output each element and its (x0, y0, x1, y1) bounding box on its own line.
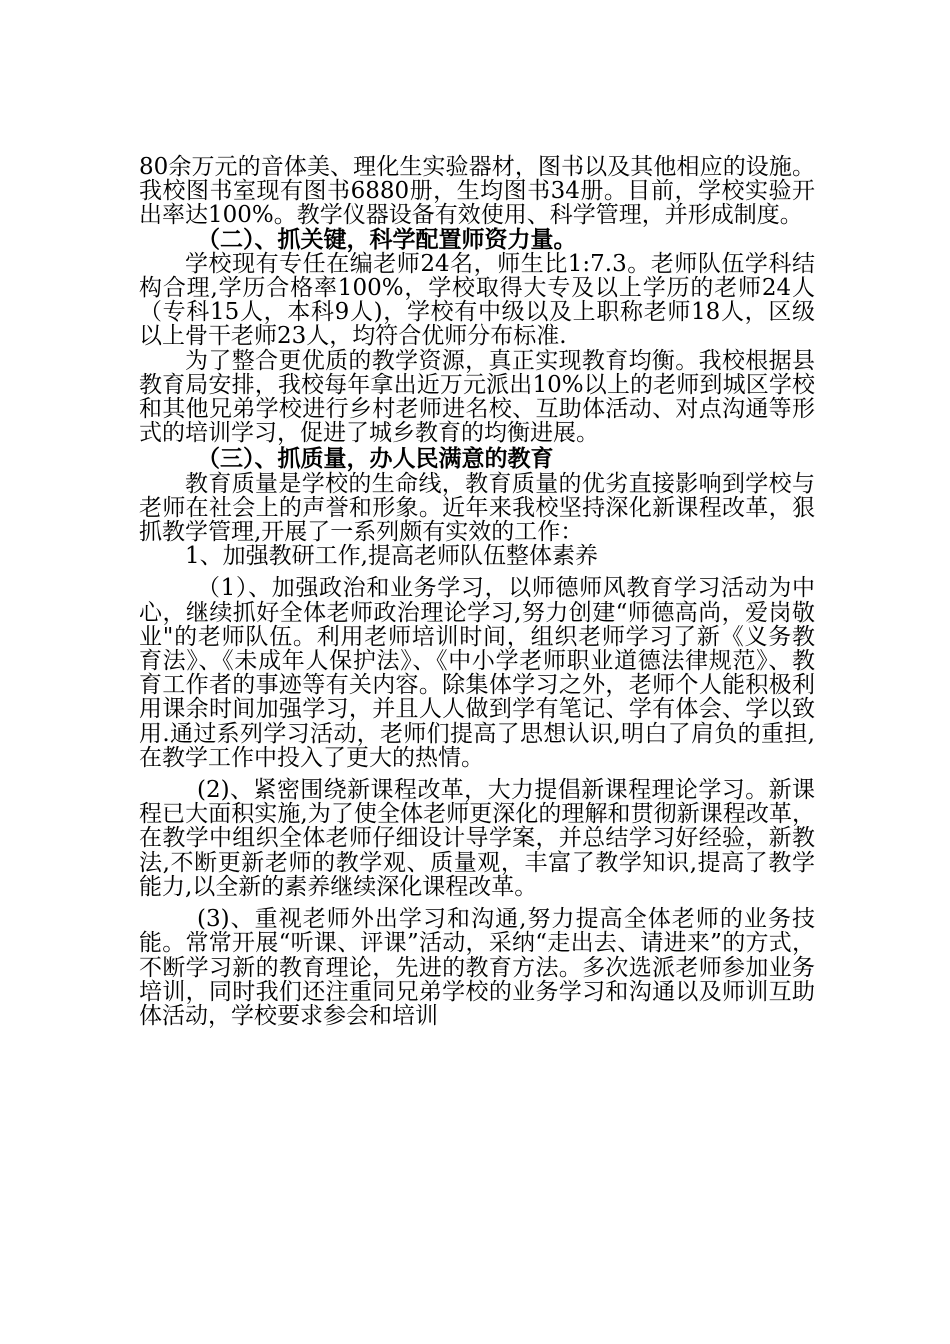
paragraph-item-2: (2)、紧密围绕新课程改革，大力提倡新课程理论学习。新课程已大面积实施,为了使全体老师更深化的理解和贯彻新课程改革，在教学中组织全体老师仔细设计导学案，并总结学习好经验，新教法,不断更新老师的教学观、质量观，丰富了教学知识,提高了教学能力,以全新的素养继续深化课程改革。 (139, 777, 815, 900)
paragraph-quality: 教育质量是学校的生命线，教育质量的优劣直接影响到学校与老师在社会上的声誉和形象。近年来我校坚持深化新课程改革，狠抓教学管理,开展了一系列颇有实效的工作： (139, 470, 815, 546)
paragraph-balance: 为了整合更优质的教学资源，真正实现教育均衡。我校根据县教育局安排，我校每年拿出近万元派出10%以上的老师到城区学校和其他兄弟学校进行乡村老师进名校、互助体活动、对点沟通等形式的培训学习，促进了城乡教育的均衡进展。 (139, 347, 815, 447)
section-heading-2: （二）、抓关键，科学配置师资力量。 (197, 225, 577, 253)
section-heading-3: （三）、抓质量，办人民满意的教育 (197, 445, 554, 473)
paragraph-item-3: (3)、重视老师外出学习和沟通,努力提高全体老师的业务技能。常常开展“听课、评课”活动，采纳“走出去、请进来”的方式，不断学习新的教育理论，先进的教育方法。多次选派老师参加业务培训，同时我们还注重同兄弟学校的业务学习和沟通以及师训互助体活动，学校要求参会和培训 (139, 906, 815, 1029)
paragraph-teachers: 学校现有专任在编老师24名，师生比1:7.3。老师队伍学科结构合理,学历合格率100%，学校取得大专及以上学历的老师24人（专科15人，本科9人)，学校有中级以及上职称老师18人，区级以上骨干老师23人，均符合优师分布标准. (139, 250, 815, 350)
paragraph-item-1: （1）、加强政治和业务学习，以师德师风教育学习活动为中心，继续抓好全体老师政治理论学习,努力创建“师德高尚，爱岗敬业"的老师队伍。利用老师培训时间，组织老师学习了新《义务教育法》、《未成年人保护法》、《中小学老师职业道德法律规范》、教育工作者的事迹等有关内容。除集体学习之外，老师个人能积极利用课余时间加强学习，并且人人做到学有笔记、学有体会、学以致用.通过系列学习活动，老师们提高了思想认识,明白了肩负的重担,在教学工作中投入了更大的热情。 (139, 575, 815, 771)
document-page (139, 155, 815, 1028)
list-item-1: 1、加强教研工作,提高老师队伍整体素养 (185, 543, 598, 570)
paragraph-facilities: 80余万元的音体美、理化生实验器材，图书以及其他相应的设施。我校图书室现有图书6880册，生均图书34册。目前，学校实验开出率达100%。教学仪器设备有效使用、科学管理，并形成制度。 (139, 154, 815, 229)
